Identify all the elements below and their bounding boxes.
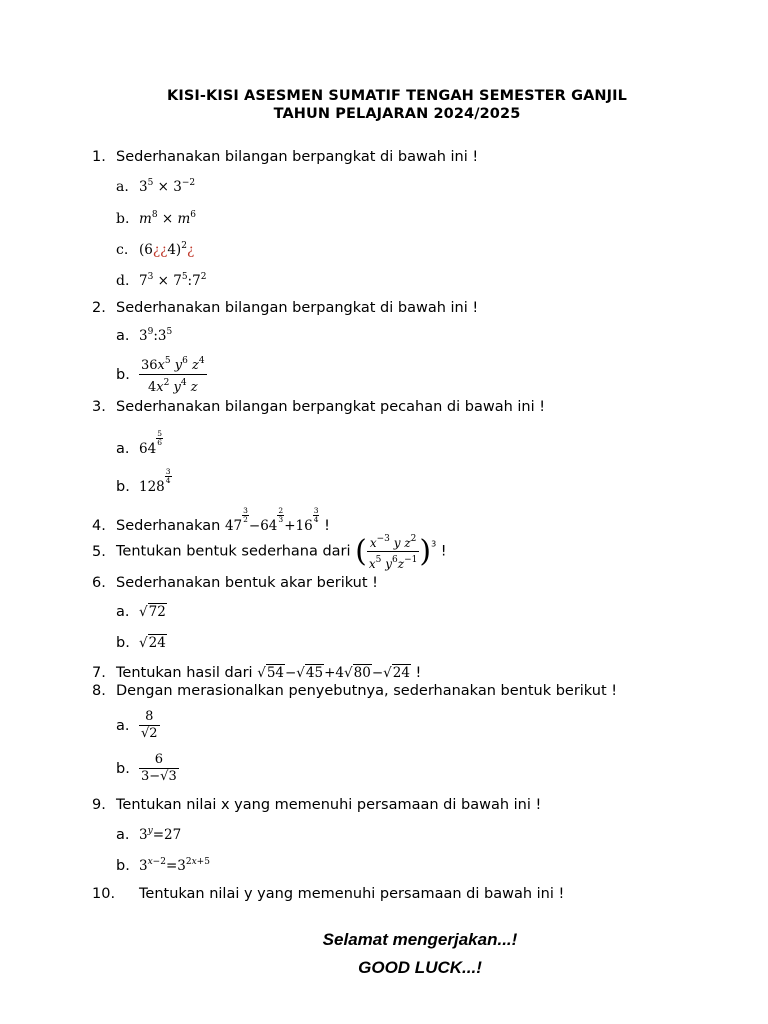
math-expression: 64 $\frac{5}{6}$ xyxy=(139,429,162,457)
question-4 xyxy=(92,507,330,534)
document-subtitle: TAHUN PELAJARAN 2024/2025 xyxy=(273,106,521,122)
question-number: 1. xyxy=(92,149,106,165)
math-expression: $3^{x-2}=3^{2x+5}$ xyxy=(139,857,210,874)
question-number: 3. xyxy=(92,399,106,415)
question-text: Sederhanakan xyxy=(116,518,221,534)
question-1b xyxy=(116,210,196,227)
question-number: 9. xyxy=(92,797,106,813)
question-8b xyxy=(116,752,179,785)
question-number: 2. xyxy=(92,300,106,316)
closing-good-luck: GOOD LUCK...! xyxy=(358,958,482,977)
question-number: 5. xyxy=(92,543,106,560)
closing-message: Selamat mengerjakan...! xyxy=(322,930,518,949)
question-text: Tentukan nilai x yang memenuhi persamaan di bawah ini ! xyxy=(116,797,542,813)
item-letter: b. xyxy=(116,760,130,777)
question-2b xyxy=(116,353,207,396)
math-expression: $7^3$ × $7^5:7^2$ xyxy=(139,272,207,289)
item-letter: a. xyxy=(116,441,130,457)
math-expression: √54−√45+4√80−√24 xyxy=(257,665,410,681)
question-text: Tentukan nilai y yang memenuhi persamaan di bawah ini ! xyxy=(139,886,565,902)
question-5: 5. Tentukan bentuk sederhana dari ( $\frac{x^{-3} y z^2}{x^5 y^6z^{-1}}$ )$^3$ ! xyxy=(92,531,447,572)
question-number: 8. xyxy=(92,683,106,699)
item-letter: b. xyxy=(116,858,130,874)
item-letter: a. xyxy=(116,717,130,734)
question-7 xyxy=(92,665,421,681)
question-10 xyxy=(92,886,564,902)
question-1 xyxy=(92,149,478,165)
question-6b xyxy=(116,635,167,651)
question-1a xyxy=(116,178,195,195)
question-8a xyxy=(116,709,160,742)
item-letter: b. xyxy=(116,211,130,227)
item-letter: a. xyxy=(116,827,130,843)
fraction-expression: $\frac{6}{3-√3}$ xyxy=(141,752,177,784)
math-expression: $m^8 \times m^6$ xyxy=(139,210,196,227)
math-expression: 47 $\frac{3}{2}$ −64 $\frac{2}{3}$ +16 $\frac{3}{4}$ xyxy=(224,506,319,534)
item-letter: a. xyxy=(116,328,130,344)
question-suffix: ! xyxy=(324,518,330,534)
question-suffix: ! xyxy=(440,543,447,560)
fraction-expression: $\frac{x^{-3} y z^2}{x^5 y^6z^{-1}}$ xyxy=(367,531,419,572)
math-expression: (6¿¿4)$^2$¿ xyxy=(139,241,195,258)
question-suffix: ! xyxy=(415,665,422,681)
question-3a xyxy=(116,430,163,457)
question-2a xyxy=(116,327,172,344)
math-expression: $3^5 \times 3^{-2}$ xyxy=(139,178,196,195)
question-number: 7. xyxy=(92,665,106,681)
math-expression: √72 xyxy=(139,604,166,620)
math-expression: 128 $\frac{3}{4}$ xyxy=(139,467,171,495)
question-text: Sederhanakan bilangan berpangkat di bawah ini ! xyxy=(116,149,479,165)
question-9b xyxy=(116,857,210,874)
question-number: 6. xyxy=(92,575,106,591)
question-9a xyxy=(116,826,181,843)
question-6 xyxy=(92,575,378,591)
question-text: Tentukan bentuk sederhana dari xyxy=(116,543,351,560)
question-text: Sederhanakan bilangan berpangkat pecahan di bawah ini ! xyxy=(116,399,546,415)
item-letter: b. xyxy=(116,635,130,651)
item-letter: b. xyxy=(116,479,130,495)
math-expression: √24 xyxy=(139,635,166,651)
question-8 xyxy=(92,683,617,699)
question-text: Tentukan hasil dari xyxy=(116,665,253,681)
document-title: KISI-KISI ASESMEN SUMATIF TENGAH SEMESTER GANJIL xyxy=(167,88,627,104)
question-3b xyxy=(116,468,172,495)
question-text: Sederhanakan bentuk akar berikut ! xyxy=(116,575,378,591)
question-3 xyxy=(92,399,545,415)
question-6a xyxy=(116,604,167,620)
item-letter: a. xyxy=(116,179,129,195)
question-9 xyxy=(92,797,541,813)
math-expression: $3^9:3^5$ xyxy=(139,327,173,344)
question-1c xyxy=(116,241,194,258)
fraction-expression: $\frac{8}{√2}$ xyxy=(141,709,158,741)
math-expression: $3^y=27$ xyxy=(139,826,182,843)
question-2 xyxy=(92,300,478,316)
question-1d xyxy=(116,272,206,289)
question-text: Dengan merasionalkan penyebutnya, sederhanakan bentuk berikut ! xyxy=(116,683,618,699)
question-number: 10. xyxy=(92,886,116,902)
question-number: 4. xyxy=(92,518,106,534)
item-letter: c. xyxy=(116,242,129,258)
item-letter: b. xyxy=(116,366,130,383)
fraction-expression: $\frac{36x^5 y^6 z^4}{4x^2 y^4 z}$ xyxy=(139,353,207,396)
item-letter: d. xyxy=(116,273,130,289)
question-text: Sederhanakan bilangan berpangkat di bawah ini ! xyxy=(116,300,479,316)
item-letter: a. xyxy=(116,604,130,620)
